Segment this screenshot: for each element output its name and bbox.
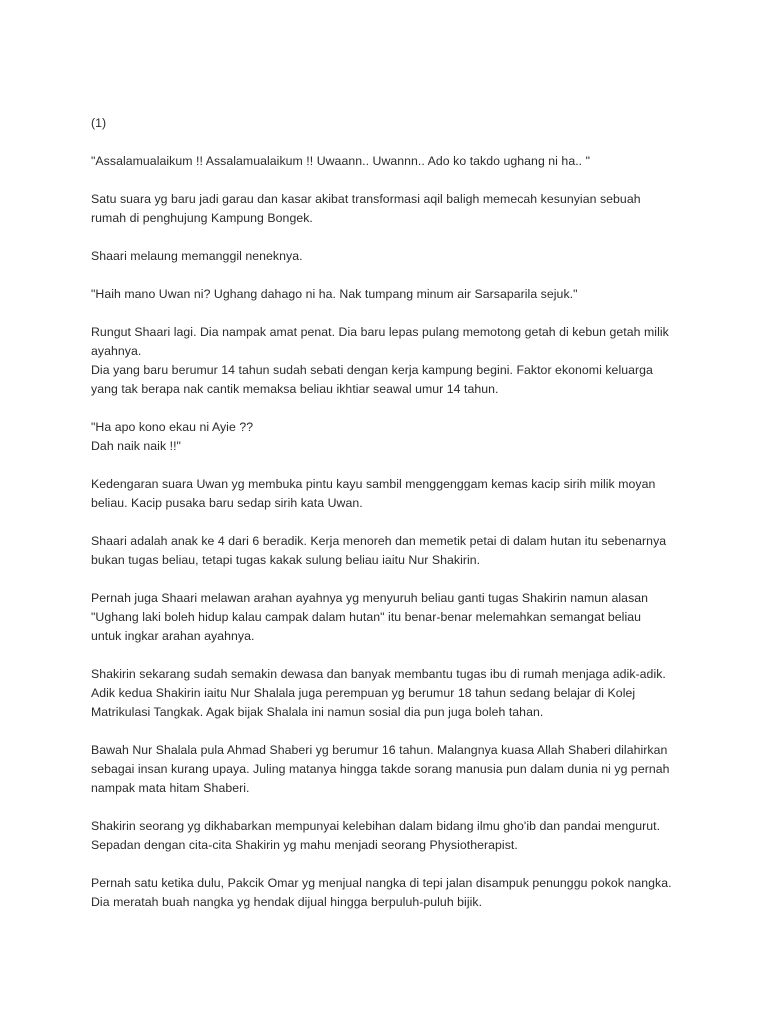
text-line: Kedengaran suara Uwan yg membuka pintu kayu sambil menggenggam kemas kacip sirih milik moyan (91, 477, 656, 491)
text-line: sebagai insan kurang upaya. Juling matanya hingga takde sorang manusia pun dalam dunia ni yg pernah (91, 762, 670, 776)
text-line: Shakirin sekarang sudah semakin dewasa dan banyak membantu tugas ibu di rumah menjaga adik-adik. (91, 667, 666, 681)
text-line: "Assalamualaikum !! Assalamualaikum !! Uwaann.. Uwannn.. Ado ko takdo ughang ni ha.. " (91, 154, 591, 168)
text-line: "Ughang laki boleh hidup kalau campak dalam hutan" itu benar-benar melemahkan semangat beliau (91, 610, 642, 624)
paragraph (91, 247, 691, 266)
text-line: (1) (91, 116, 107, 130)
text-line: Shaari melaung memanggil neneknya. (91, 249, 303, 263)
paragraph (91, 741, 691, 798)
text-line: nampak mata hitam Shaberi. (91, 781, 250, 795)
paragraph (91, 817, 691, 855)
paragraph (91, 114, 691, 133)
paragraph (91, 152, 691, 171)
text-line: ayahnya. (91, 344, 142, 358)
text-line: Pernah satu ketika dulu, Pakcik Omar yg menjual nangka di tepi jalan disampuk penunggu pokok nangka. (91, 876, 672, 890)
text-line: Bawah Nur Shalala pula Ahmad Shaberi yg berumur 16 tahun. Malangnya kuasa Allah Shaberi dilahirkan (91, 743, 668, 757)
text-line: beliau. Kacip pusaka baru sedap sirih kata Uwan. (91, 496, 363, 510)
text-line: Pernah juga Shaari melawan arahan ayahnya yg menyuruh beliau ganti tugas Shakirin namun alasan (91, 591, 649, 605)
text-line: Shaari adalah anak ke 4 dari 6 beradik. Kerja menoreh dan memetik petai di dalam hutan itu sebenarnya (91, 534, 667, 548)
text-line: Satu suara yg baru jadi garau dan kasar akibat transformasi aqil baligh memecah kesunyian sebuah (91, 192, 641, 206)
text-line: "Haih mano Uwan ni? Ughang dahago ni ha. Nak tumpang minum air Sarsaparila sejuk." (91, 287, 578, 301)
text-line: "Ha apo kono ekau ni Ayie ?? (91, 420, 254, 434)
text-line: rumah di penghujung Kampung Bongek. (91, 211, 313, 225)
paragraph (91, 285, 691, 304)
document-page (91, 114, 691, 931)
paragraph (91, 475, 691, 513)
text-line: Matrikulasi Tangkak. Agak bijak Shalala ini namun sosial dia pun juga boleh tahan. (91, 705, 544, 719)
paragraph (91, 532, 691, 570)
text-line: bukan tugas beliau, tetapi tugas kakak sulung beliau iaitu Nur Shakirin. (91, 553, 481, 567)
text-line: Shakirin seorang yg dikhabarkan mempunyai kelebihan dalam bidang ilmu gho'ib dan pandai mengurut. (91, 819, 661, 833)
paragraph (91, 874, 691, 912)
text-line: untuk ingkar arahan ayahnya. (91, 629, 255, 643)
text-line: Dia yang baru berumur 14 tahun sudah sebati dengan kerja kampung begini. Faktor ekonomi keluarga (91, 363, 653, 377)
document-body (91, 114, 691, 912)
paragraph (91, 190, 691, 228)
text-line: Rungut Shaari lagi. Dia nampak amat penat. Dia baru lepas pulang memotong getah di kebun getah milik (91, 325, 669, 339)
text-line: Dah naik naik !!" (91, 439, 181, 453)
paragraph (91, 589, 691, 646)
paragraph (91, 665, 691, 722)
text-line: Adik kedua Shakirin iaitu Nur Shalala juga perempuan yg berumur 18 tahun sedang belajar di Kolej (91, 686, 636, 700)
paragraph (91, 323, 691, 399)
text-line: Sepadan dengan cita-cita Shakirin yg mahu menjadi seorang Physiotherapist. (91, 838, 518, 852)
text-line: Dia meratah buah nangka yg hendak dijual hingga berpuluh-puluh bijik. (91, 895, 483, 909)
text-line: yang tak berapa nak cantik memaksa beliau ikhtiar seawal umur 14 tahun. (91, 382, 499, 396)
paragraph (91, 418, 691, 456)
